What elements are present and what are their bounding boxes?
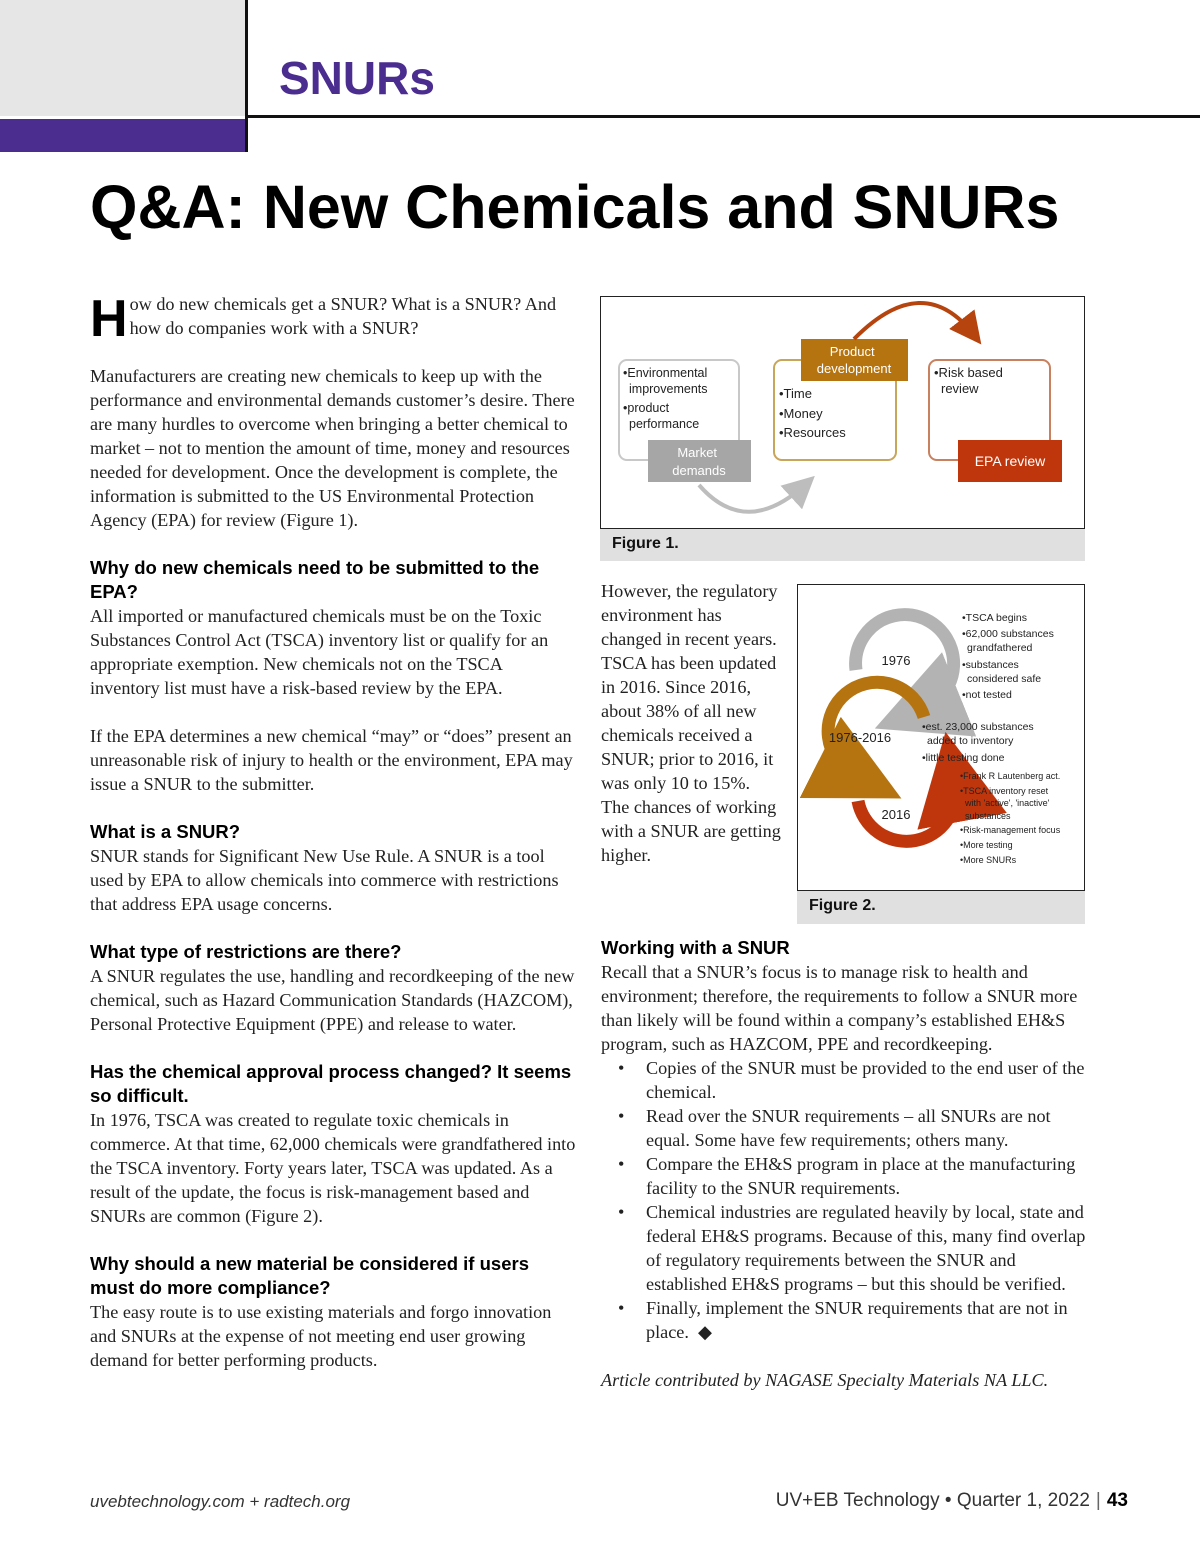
grey-curved-arrow [699, 484, 806, 512]
footer-sites: uvebtechnology.com + radtech.org [90, 1492, 351, 1511]
section-label: SNURs [279, 52, 435, 104]
risk-bullets: •Risk based review [934, 365, 1003, 396]
epa-label: EPA review [974, 453, 1046, 469]
list-item: • Chemical industries are regulated heavily by local, state and federal EH&S programs. Because of this, many find overlap of regulatory requirements between the SNUR and established EH&S programs – but this should be verified. [618, 1202, 1086, 1294]
section-paragraph: A SNUR regulates the use, handling and recordkeeping of the new chemical, such as Hazard Communication Standards (HAZCOM), Personal Protective Equipment (PPE) and release to water. [90, 966, 575, 1034]
working-paragraph: Recall that a SNUR’s focus is to manage risk to health and environment; therefore, the requirements to follow a SNUR more than likely will be found within a company’s established EH&S program, such as HAZCOM, PPE and recordkeeping. [601, 962, 1078, 1054]
working-bullet-list [601, 1056, 1087, 1344]
figure-2 [797, 584, 1085, 891]
footer-publication-name: UV+EB Technology • Quarter 1, 2022 [775, 1490, 1090, 1511]
list-item: • Compare the EH&S program in place at the manufacturing facility to the SNUR requirements. [618, 1154, 1076, 1198]
drop-cap: H [90, 290, 128, 348]
footer-separator: | [1095, 1490, 1101, 1511]
intro-paragraph: Manufacturers are creating new chemicals to keep up with the performance and environmental demands customer’s desire. There are many hurdles to overcome when bringing a better chemical to market – not to mention the amount of time, money and resources needed for development. Once the development is complete, the information is submitted to the US Environmental Protection Agency (EPA) for review (Figure 1). [90, 366, 575, 530]
working-heading: Working with a SNUR [601, 937, 790, 958]
figure-1 [600, 296, 1085, 529]
header-vertical-rule [245, 0, 248, 152]
section-paragraph: All imported or manufactured chemicals must be on the Toxic Substances Control Act (TSCA) inventory list or qualify for an appropriate exemption. New chemicals not on the TSCA inventory list must have a risk-based review by the EPA. [90, 606, 549, 698]
list-item: • Read over the SNUR requirements – all SNURs are not equal. Some have few requirements; others many. [618, 1106, 1051, 1150]
page-number: 43 [1106, 1490, 1128, 1511]
red-curved-arrow [854, 303, 974, 339]
list-item: • Copies of the SNUR must be provided to the end user of the chemical. [618, 1058, 1085, 1102]
market-label: Market demands [672, 445, 726, 478]
figure-2-diagram [798, 585, 1083, 889]
section-heading: Why do new chemicals need to be submitted to the EPA? [90, 557, 540, 602]
section-paragraph: If the EPA determines a new chemical “may” or “does” present an unreasonable risk of injury to health or the environment, EPA may issue a SNUR to the submitter. [90, 726, 573, 794]
ring-2016-label: 2016 [881, 807, 911, 822]
figure-2-caption: Figure 2. [797, 891, 1085, 924]
figure-2-lead-text: However, the regulatory environment has changed in recent years. TSCA has been updated in 2016. Since 2016, about 38% of all new chemicals received a SNUR; prior to 2016, it was only 10 to 15%. The chances of working with a SNUR are getting higher. [601, 581, 781, 865]
figure-1-diagram [601, 297, 1083, 527]
product-label: Product development [816, 344, 892, 376]
figure-1-caption: Figure 1. [600, 529, 1085, 561]
ring-1976-2016 [828, 682, 924, 775]
ring-1976-notes: •TSCA begins •62,000 substances grandfathered •substances considered safe •not tested [962, 612, 1054, 701]
intro-lead [90, 290, 576, 348]
section-heading: What is a SNUR? [90, 821, 241, 842]
section-paragraph: The easy route is to use existing materials and forgo innovation and SNURs at the expense of not meeting end user growing demand for better performing products. [90, 1302, 552, 1370]
section-heading: What type of restrictions are there? [90, 941, 402, 962]
section-heading: Has the chemical approval process changed? It seems so difficult. [90, 1061, 572, 1106]
product-bullets: •Time •Money •Resources [779, 386, 846, 440]
header-purple-bar [0, 119, 246, 152]
footer-publication [776, 1489, 1128, 1513]
ring-1976-2016-notes: •est. 23,000 substances added to inventory •little testing done [922, 721, 1034, 764]
section-heading: Why should a new material be considered if users must do more compliance? [90, 1253, 529, 1298]
ring-1976-label: 1976 [881, 653, 911, 668]
right-column [601, 936, 1087, 1392]
market-bullets: •Environmental improvements •product performance [623, 366, 708, 431]
header-grey-block [0, 0, 246, 116]
section-paragraph: SNUR stands for Significant New Use Rule. A SNUR is a tool used by EPA to allow chemicals into commerce with restrictions that address EPA usage concerns. [90, 846, 559, 914]
left-column [90, 292, 576, 1372]
section-paragraph: In 1976, TSCA was created to regulate toxic chemicals in commerce. At that time, 62,000 chemicals were grandfathered into the TSCA inventory. Forty years later, TSCA was updated. As a result of the update, the focus is risk-management based and SNURs are common (Figure 2). [90, 1110, 576, 1226]
header-horizontal-rule [248, 115, 1200, 118]
ring-1976-2016-label: 1976-2016 [828, 730, 892, 745]
article-title: Q&A: New Chemicals and SNURs [90, 173, 1060, 241]
list-item: • Finally, implement the SNUR requirements that are not in place. ◆ [618, 1298, 1068, 1342]
intro-lead-text: ow do new chemicals get a SNUR? What is a SNUR? And how do companies work with a SNUR? [129, 294, 557, 338]
ring-2016-notes: •Frank R Lautenberg act. •TSCA inventory reset with 'active', 'inactive' substances •Risk-management focus •More testing •More SNURs [960, 771, 1061, 865]
end-mark-icon: ◆ [698, 1322, 713, 1342]
article-credit: Article contributed by NAGASE Specialty Materials NA LLC. [601, 1370, 1049, 1390]
